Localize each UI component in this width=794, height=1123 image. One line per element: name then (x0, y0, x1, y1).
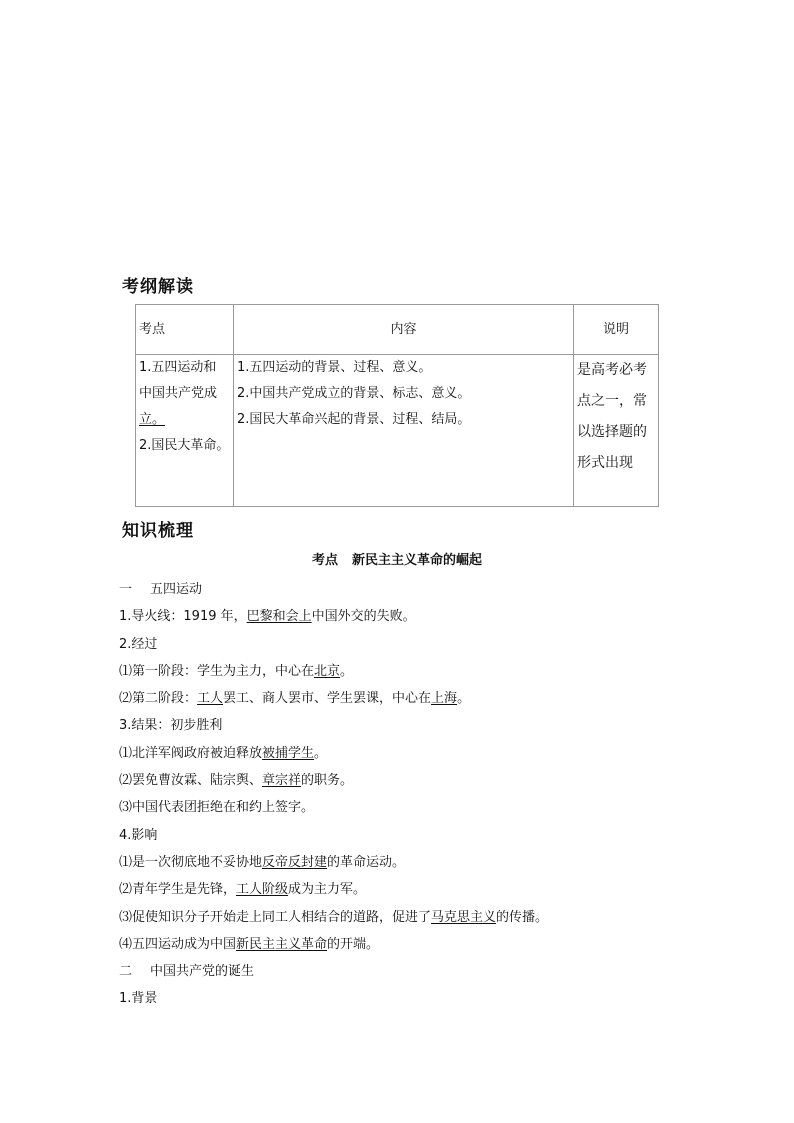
note-line (119, 985, 679, 1012)
note-text: ⑵第二阶段： (119, 691, 198, 707)
note-text: ⑵青年学生是先锋， (119, 882, 237, 898)
underlined-key-term: 上海 (431, 691, 458, 707)
note-line (119, 740, 679, 767)
underlined-key-term: 马克思主义 (431, 909, 497, 925)
note-line (119, 958, 679, 985)
exam-outline-table (135, 304, 659, 507)
note-text: 二 (119, 964, 133, 980)
cell-line: 2.国民大革命。 (139, 438, 230, 453)
table-cell-content (234, 355, 574, 507)
note-line (119, 685, 679, 712)
note-text: 罢工、商人罢市、学生罢课，中心在 (223, 691, 432, 707)
note-line (119, 876, 679, 903)
note-text: 的开端。 (327, 936, 380, 952)
note-text: ⑶中国代表团拒绝在和约上签字。 (119, 800, 315, 816)
notes-body (119, 576, 679, 1013)
cell-line: 立。 (139, 412, 166, 427)
note-text: 一 (119, 582, 133, 597)
note-line (119, 576, 679, 603)
note-text: ⑴第一阶段：学生为主力，中心在 (119, 663, 315, 679)
note-text: ⑴是一次彻底地不妥协地 (119, 854, 263, 870)
note-text: 中国外交的失败。 (311, 609, 416, 625)
note-line (119, 822, 679, 849)
note-text: ⑷五四运动成为中国 (119, 936, 237, 952)
note-text: 的职务。 (301, 773, 354, 789)
note-text: 的革命运动。 (327, 854, 406, 870)
section-heading-outline: 考纲解读 (122, 277, 194, 297)
note-text: ⑴北洋军阀政府被迫释放 (119, 745, 263, 761)
note-text: ⑶促使知识分子开始走上同工人相结合的道路，促进了 (119, 909, 432, 925)
underlined-key-term: 工人 (197, 691, 224, 707)
underlined-key-term: 章宗祥 (262, 773, 302, 789)
table-row (136, 355, 659, 507)
note-text: 。 (314, 745, 328, 761)
table-cell-topic (136, 355, 234, 507)
note-text: 2.经过 (119, 636, 158, 652)
note-text: 中国共产党的诞生 (150, 964, 255, 980)
note-line (119, 931, 679, 958)
note-text: 。 (340, 663, 354, 679)
note-text: 成为主力军。 (288, 882, 367, 898)
topic-name: 新民主主义革命的崛起 (352, 553, 483, 568)
note-line (119, 631, 679, 658)
table-header-content: 内容 (234, 305, 574, 355)
note-text: 1.导火线：1919 年， (119, 609, 247, 625)
cell-line: 是高考必考 (577, 362, 647, 378)
topic-prefix: 考点 (311, 553, 338, 568)
section-heading-knowledge: 知识梳理 (122, 521, 194, 541)
underlined-key-term: 被捕学生 (262, 745, 315, 761)
underlined-key-term: 新民主主义革命 (236, 936, 328, 952)
note-text: 的传播。 (496, 909, 549, 925)
underlined-key-term: 反帝反封建 (262, 854, 328, 870)
cell-line: 1.五四运动和 (139, 360, 217, 375)
underlined-key-term: 巴黎和会上 (246, 609, 312, 625)
note-line (119, 712, 679, 739)
note-text: 3.结果：初步胜利 (119, 718, 223, 734)
cell-line: 2.国民大革命兴起的背景、过程、结局。 (237, 412, 471, 427)
note-text: ⑵罢免曹汝霖、陆宗舆、 (119, 773, 263, 789)
cell-line: 以选择题的 (577, 424, 647, 440)
cell-line: 2.中国共产党成立的背景、标志、意义。 (237, 386, 471, 401)
cell-line: 点之一，常 (577, 393, 647, 409)
note-line (119, 658, 679, 685)
note-line (119, 767, 679, 794)
cell-line: 形式出现 (577, 455, 633, 471)
table-header-note: 说明 (574, 305, 659, 355)
note-line (119, 849, 679, 876)
topic-title (0, 549, 794, 568)
note-text: 4.影响 (119, 827, 158, 843)
note-text: 1.背景 (119, 991, 158, 1007)
table-header-topic: 考点 (136, 305, 234, 355)
table-header-row (136, 305, 659, 355)
table-cell-note (574, 355, 659, 507)
cell-line: 中国共产党成 (139, 386, 218, 401)
cell-line: 1.五四运动的背景、过程、意义。 (237, 360, 432, 375)
note-text: 。 (457, 691, 471, 707)
note-line (119, 603, 679, 630)
note-text: 五四运动 (150, 582, 203, 597)
note-line (119, 794, 679, 821)
note-line (119, 904, 679, 931)
underlined-key-term: 工人阶级 (236, 882, 289, 898)
underlined-key-term: 北京 (314, 663, 341, 679)
